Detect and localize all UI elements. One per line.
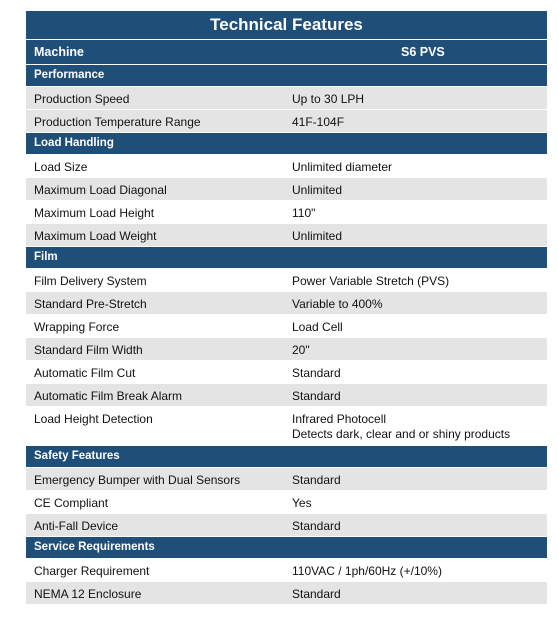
row-value-line-1: Infrared Photocell [292, 412, 387, 426]
table-row [26, 224, 547, 247]
table-row [26, 559, 547, 582]
table-row [26, 407, 547, 446]
section-header-safety-features: Safety Features [26, 446, 547, 468]
table-row [26, 361, 547, 384]
row-value: 20" [292, 343, 310, 357]
row-value: Unlimited diameter [292, 160, 393, 174]
row-label: Automatic Film Break Alarm [34, 389, 183, 403]
table-row [26, 315, 547, 338]
row-value: Standard [292, 519, 341, 533]
row-label: Maximum Load Height [34, 206, 155, 220]
machine-label: Machine [34, 45, 85, 59]
row-value: Standard [292, 473, 341, 487]
table-title: Technical Features [26, 11, 547, 40]
table-row [26, 87, 547, 110]
row-value: Power Variable Stretch (PVS) [292, 274, 450, 288]
table-row [26, 468, 547, 491]
table-row [26, 491, 547, 514]
row-value: Load Cell [292, 320, 343, 334]
table-row [26, 338, 547, 361]
table-row [26, 582, 547, 605]
table-row [26, 269, 547, 292]
table-row [26, 292, 547, 315]
row-label: Load Height Detection [34, 412, 153, 426]
row-label: Load Size [34, 160, 88, 174]
row-value: 110" [292, 206, 316, 220]
table-row [26, 178, 547, 201]
row-value [292, 412, 510, 442]
row-value: 110VAC / 1ph/60Hz (+/10%) [292, 564, 442, 578]
row-value: Up to 30 LPH [292, 92, 365, 106]
row-value: Unlimited [292, 183, 343, 197]
machine-model: S6 PVS [401, 45, 445, 59]
row-label: Maximum Load Diagonal [34, 183, 167, 197]
row-label: Maximum Load Weight [34, 229, 157, 243]
section-header-performance: Performance [26, 65, 547, 87]
row-value: Standard [292, 587, 341, 601]
row-value: Standard [292, 366, 341, 380]
row-label: Wrapping Force [34, 320, 120, 334]
row-label: Standard Pre-Stretch [34, 297, 147, 311]
row-label: Anti-Fall Device [34, 519, 119, 533]
row-label: Production Speed [34, 92, 130, 106]
row-label: Automatic Film Cut [34, 366, 136, 380]
row-value: 41F-104F [292, 115, 345, 129]
table-row [26, 201, 547, 224]
section-header-service-requirements: Service Requirements [26, 537, 547, 559]
row-label: NEMA 12 Enclosure [34, 587, 142, 601]
row-label: Charger Requirement [34, 564, 150, 578]
machine-header-row [26, 40, 547, 65]
row-label: Production Temperature Range [34, 115, 201, 129]
table-row [26, 155, 547, 178]
row-value: Unlimited [292, 229, 343, 243]
section-header-load-handling: Load Handling [26, 133, 547, 155]
row-label: Standard Film Width [34, 343, 143, 357]
row-label: CE Compliant [34, 496, 109, 510]
row-value: Yes [292, 496, 312, 510]
table-row [26, 384, 547, 407]
table-row [26, 514, 547, 537]
table-row [26, 110, 547, 133]
section-header-film: Film [26, 247, 547, 269]
row-value: Variable to 400% [292, 297, 383, 311]
technical-features-table [26, 11, 547, 605]
row-value-line-2: Detects dark, clear and or shiny products [292, 427, 511, 441]
row-value: Standard [292, 389, 341, 403]
row-label: Film Delivery System [34, 274, 147, 288]
row-label: Emergency Bumper with Dual Sensors [34, 473, 241, 487]
